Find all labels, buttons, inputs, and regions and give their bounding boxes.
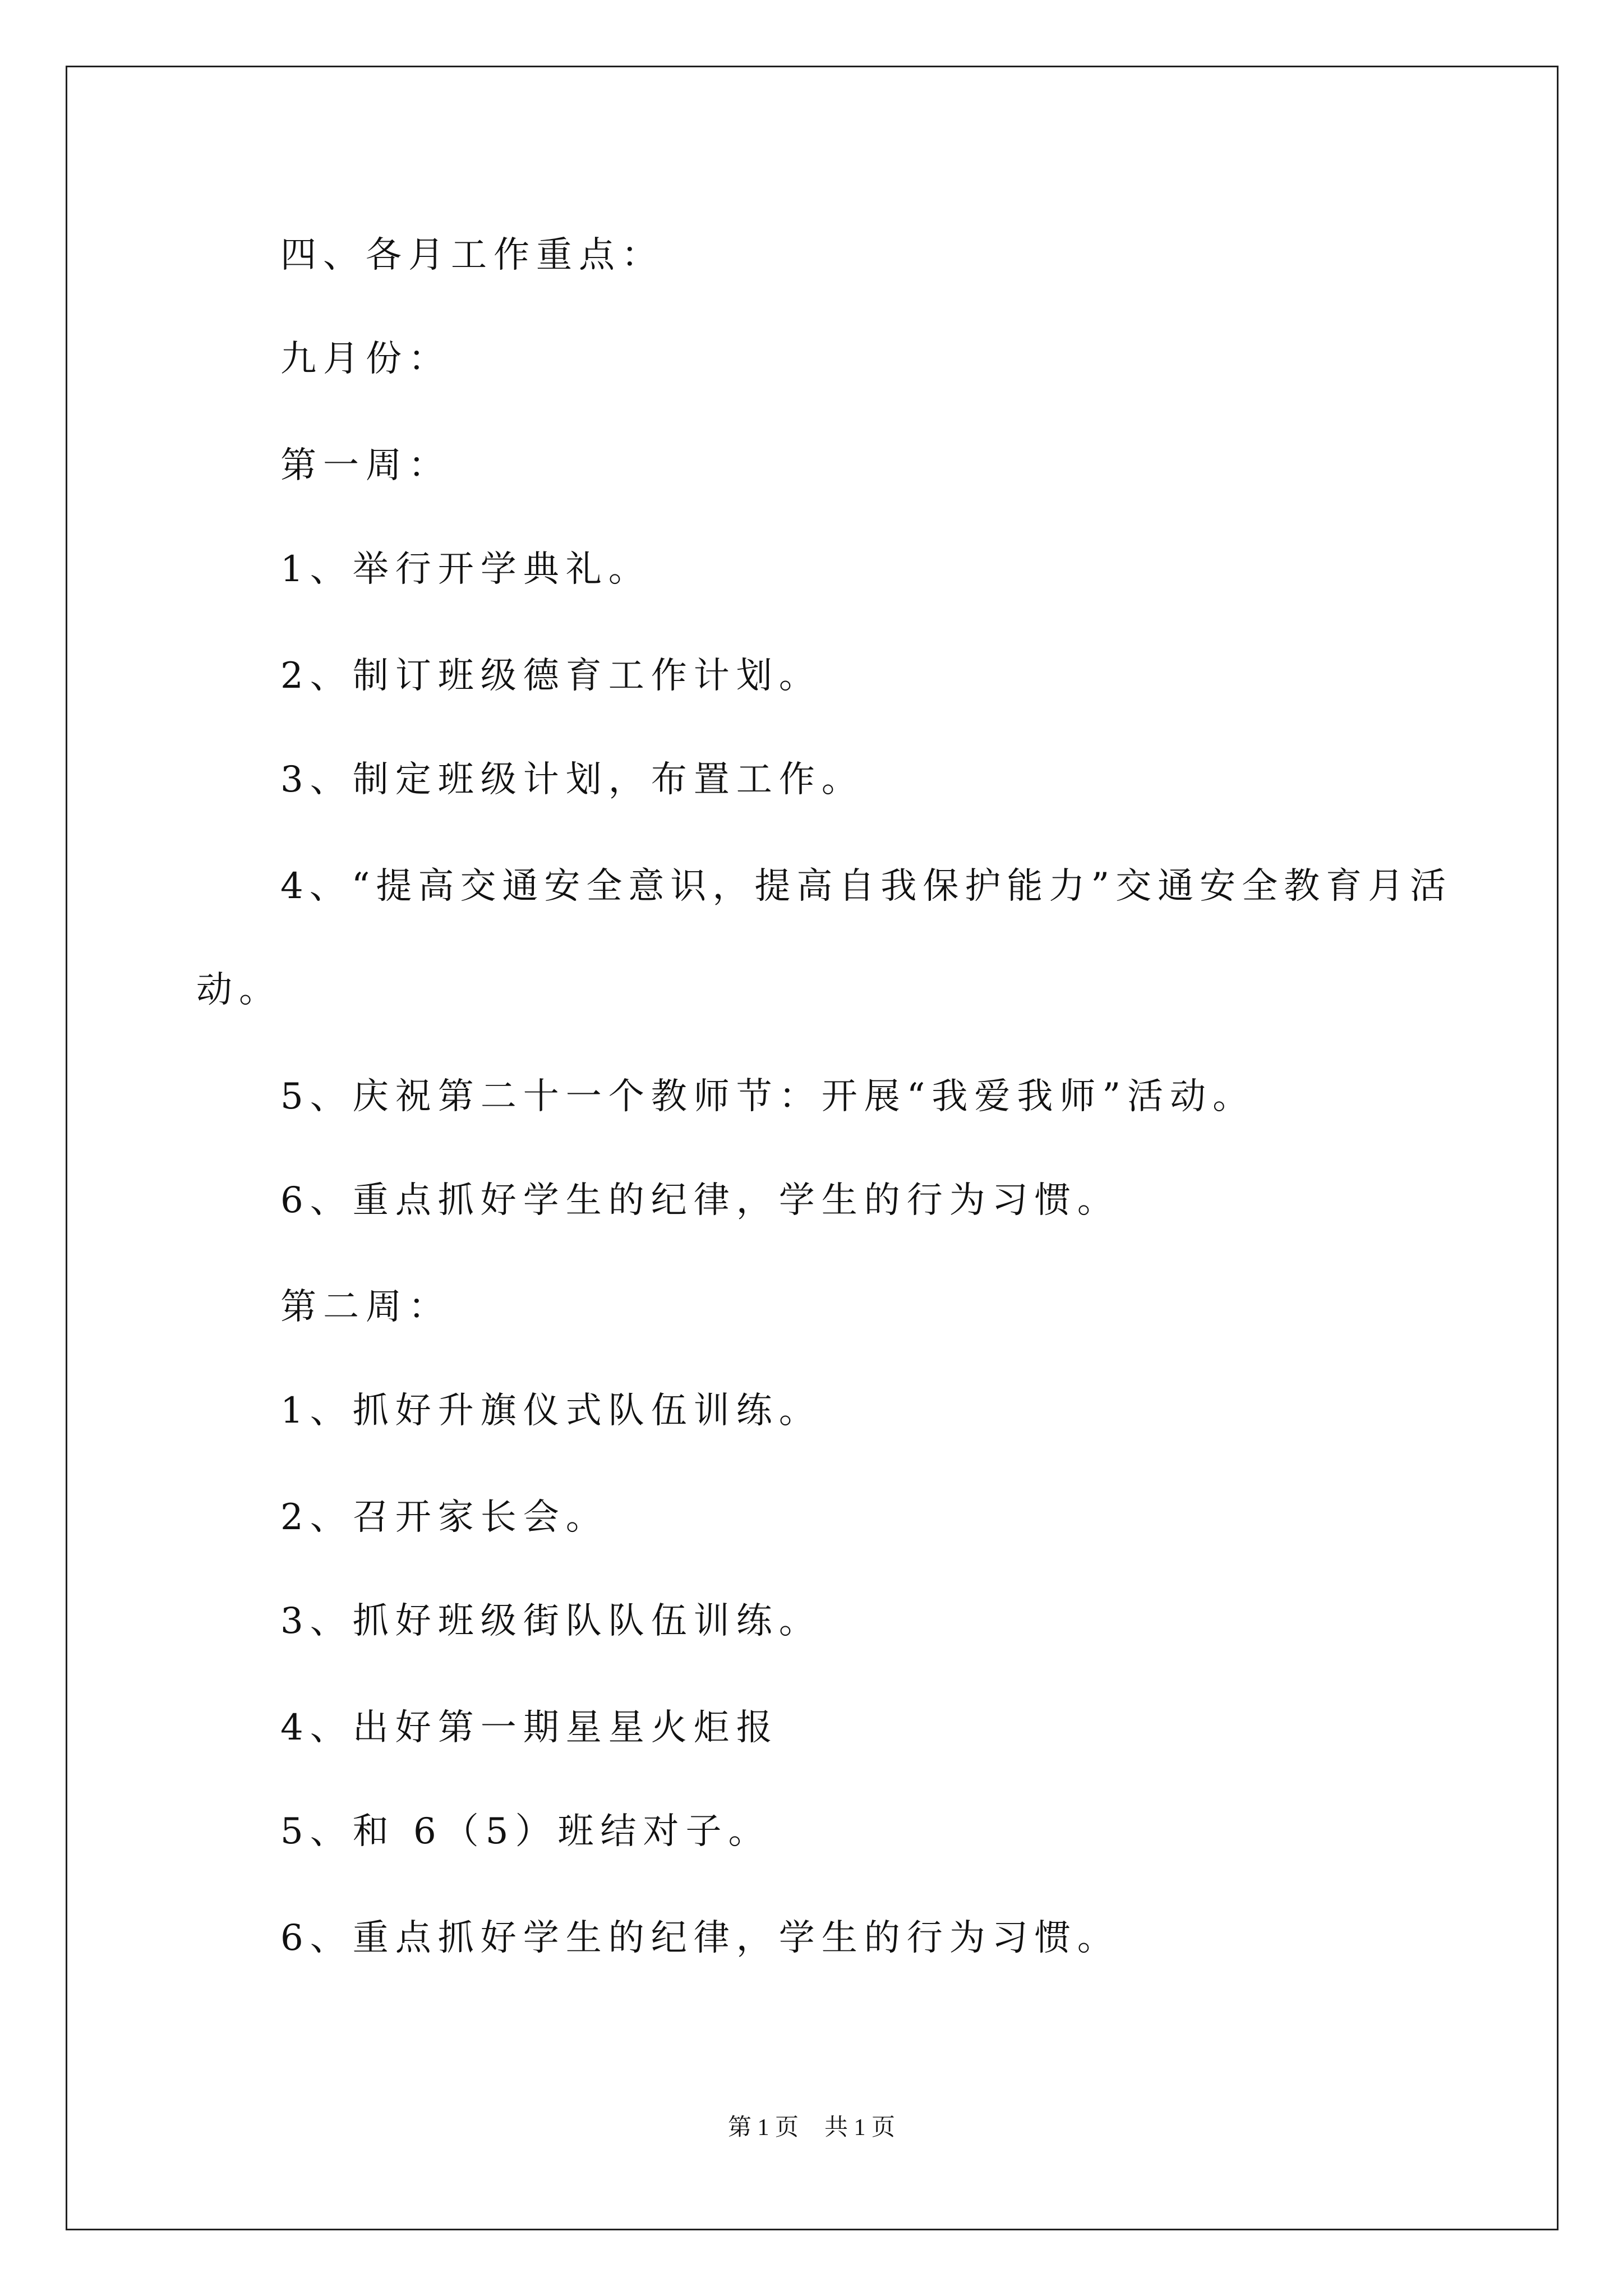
list-item: 3、抓好班级街队队伍训练。 — [280, 1600, 822, 1642]
list-item: 3、制定班级计划，布置工作。 — [280, 759, 864, 800]
list-item: 6、重点抓好学生的纪律，学生的行为习惯。 — [280, 1180, 1120, 1221]
list-item: 4、“提高交通安全意识，提高自我保护能力”交通安全教育月活 — [280, 866, 1453, 907]
list-item: 1、举行开学典礼。 — [280, 549, 651, 590]
list-item: 4、出好第一期星星火炬报 — [280, 1707, 779, 1749]
list-item: 5、和 6（5）班结对子。 — [280, 1811, 771, 1852]
list-item: 2、召开家长会。 — [280, 1497, 608, 1538]
list-item: 6、重点抓好学生的纪律，学生的行为习惯。 — [280, 1917, 1120, 1959]
page-total: 共 1 页 — [824, 2115, 896, 2141]
list-item-continuation: 动。 — [196, 969, 282, 1011]
list-item: 5、庆祝第二十一个教师节：开展“我爱我师”活动。 — [280, 1076, 1256, 1117]
week-heading: 第二周： — [280, 1286, 451, 1328]
week-heading: 第一周： — [280, 445, 451, 486]
list-item: 2、制订班级德育工作计划。 — [280, 655, 822, 697]
page-number: 第 1 页 — [727, 2115, 799, 2141]
page-footer — [0, 2114, 1623, 2142]
section-heading: 四、各月工作重点： — [280, 234, 664, 276]
month-heading: 九月份： — [280, 338, 451, 380]
list-item: 1、抓好升旗仪式队伍训练。 — [280, 1390, 822, 1432]
